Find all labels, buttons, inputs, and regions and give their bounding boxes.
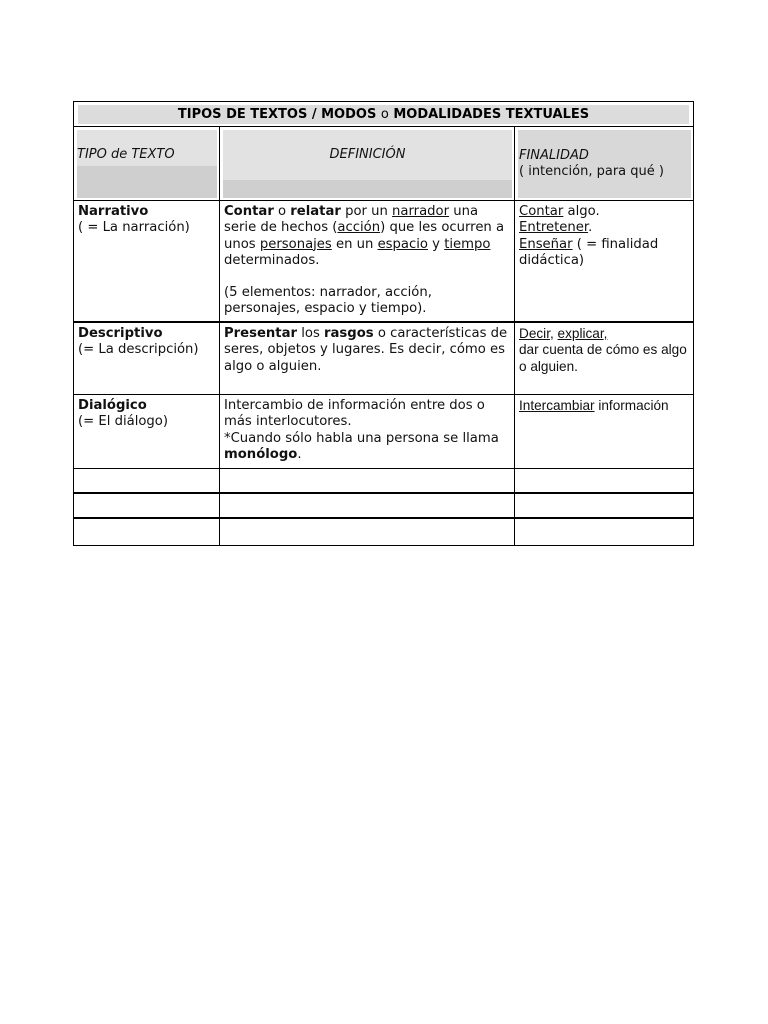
fin-word: algo.	[563, 204, 600, 219]
title-part-3: MODALIDADES TEXTUALES	[388, 107, 590, 122]
header-finalidad-shade	[518, 130, 691, 198]
empty-cell	[220, 469, 515, 492]
def-cell-narrativo	[220, 201, 515, 321]
header-finalidad: FINALIDAD	[519, 148, 589, 163]
def-text-narrativo	[224, 204, 510, 269]
tipo-sub-descriptivo: (= La descripción)	[78, 342, 199, 358]
header-definicion-cell	[220, 127, 515, 200]
header-definicion-shade	[223, 130, 512, 198]
def-word: personajes	[259, 236, 332, 252]
def-word: *Cuando sólo habla una persona se llama	[224, 430, 499, 446]
def-word: y	[427, 236, 445, 252]
table-row-narrativo	[74, 201, 693, 322]
def-word: determinados.	[224, 252, 320, 268]
fin-word: Intercambiar	[519, 398, 595, 413]
def-line-dialogico	[224, 431, 510, 464]
header-tipo-shade	[77, 130, 217, 198]
title-part-2: o	[380, 107, 389, 122]
tipo-name-dialogico: Dialógico	[78, 398, 147, 413]
fin-line	[519, 398, 689, 414]
empty-cell	[74, 519, 220, 545]
header-definicion: DEFINICIÓN	[329, 147, 406, 162]
table-row-dialogico	[74, 395, 693, 469]
table-title-row	[74, 102, 693, 127]
empty-cell	[515, 469, 693, 492]
def-word: Presentar	[224, 326, 298, 341]
def-note-narrativo: (5 elementos: narrador, acción, personajes, espacio y tiempo).	[224, 285, 432, 317]
empty-cell	[74, 469, 220, 492]
table-row-empty-1	[74, 469, 693, 494]
spacer	[224, 269, 510, 285]
def-word: monólogo	[224, 446, 298, 462]
def-word: rasgos	[324, 326, 374, 341]
def-word: .	[297, 446, 302, 462]
fin-word: Decir	[519, 326, 550, 341]
text-types-table	[73, 101, 694, 546]
fin-word: información	[594, 398, 669, 413]
fin-word: ,	[549, 326, 558, 341]
def-word: narrador	[392, 204, 450, 219]
tipo-sub-narrativo: ( = La narración)	[78, 220, 190, 236]
fin-line	[519, 326, 689, 342]
def-word: espacio	[377, 236, 428, 252]
fin-word: explicar	[557, 326, 604, 341]
tipo-name-descriptivo: Descriptivo	[78, 326, 163, 341]
fin-cell-narrativo	[515, 201, 693, 321]
title-part-1: TIPOS DE TEXTOS / MODOS	[177, 107, 381, 122]
def-word: o características de seres, objetos y lugares. Es decir, cómo es algo o alguien.	[224, 326, 508, 374]
fin-line	[519, 220, 689, 236]
header-finalidad-cell	[515, 127, 693, 200]
def-word: acción	[337, 220, 381, 236]
empty-cell	[220, 494, 515, 517]
tipo-cell-dialogico	[74, 395, 220, 468]
def-text-descriptivo	[224, 326, 510, 375]
tipo-cell-descriptivo	[74, 323, 220, 394]
fin-word: Contar	[519, 204, 564, 219]
header-row	[74, 127, 693, 201]
tipo-name-narrativo: Narrativo	[78, 204, 149, 219]
fin-line	[519, 204, 689, 220]
def-word: Contar	[224, 204, 274, 219]
fin-word: ( = finalidad didáctica)	[519, 236, 659, 268]
empty-cell	[515, 519, 693, 545]
def-word: ) que les ocurren a unos	[224, 220, 505, 252]
fin-cell-dialogico	[515, 395, 693, 468]
def-word: tiempo	[444, 236, 491, 252]
fin-word: Enseñar	[519, 236, 573, 252]
def-word: los	[297, 326, 325, 341]
fin-cell-descriptivo	[515, 323, 693, 394]
fin-word: Entretener	[519, 220, 589, 236]
empty-cell	[220, 519, 515, 545]
header-tipo-cell	[74, 127, 220, 200]
table-row-empty-3	[74, 519, 693, 545]
table-title	[78, 105, 689, 124]
table-row-empty-2	[74, 494, 693, 519]
tipo-sub-dialogico: (= El diálogo)	[78, 414, 169, 430]
def-cell-descriptivo	[220, 323, 515, 394]
header-finalidad-sub: ( intención, para qué )	[519, 164, 664, 179]
def-cell-dialogico	[220, 395, 515, 468]
empty-cell	[74, 494, 220, 517]
def-line-dialogico: Intercambio de información entre dos o más interlocutores.	[224, 398, 485, 430]
def-word: una serie de hechos (	[224, 204, 479, 236]
fin-line	[519, 237, 689, 270]
empty-cell	[515, 494, 693, 517]
fin-word: .	[588, 220, 593, 236]
table-row-descriptivo	[74, 322, 693, 395]
fin-line: dar cuenta de cómo es algo o alguien.	[519, 342, 687, 374]
def-word: por un	[340, 204, 393, 219]
tipo-cell-narrativo	[74, 201, 220, 321]
header-tipo: TIPO de TEXTO	[77, 147, 175, 162]
fin-word: ,	[603, 326, 608, 341]
def-word: relatar	[290, 204, 341, 219]
def-word: o	[273, 204, 291, 219]
def-word: en un	[331, 236, 378, 252]
